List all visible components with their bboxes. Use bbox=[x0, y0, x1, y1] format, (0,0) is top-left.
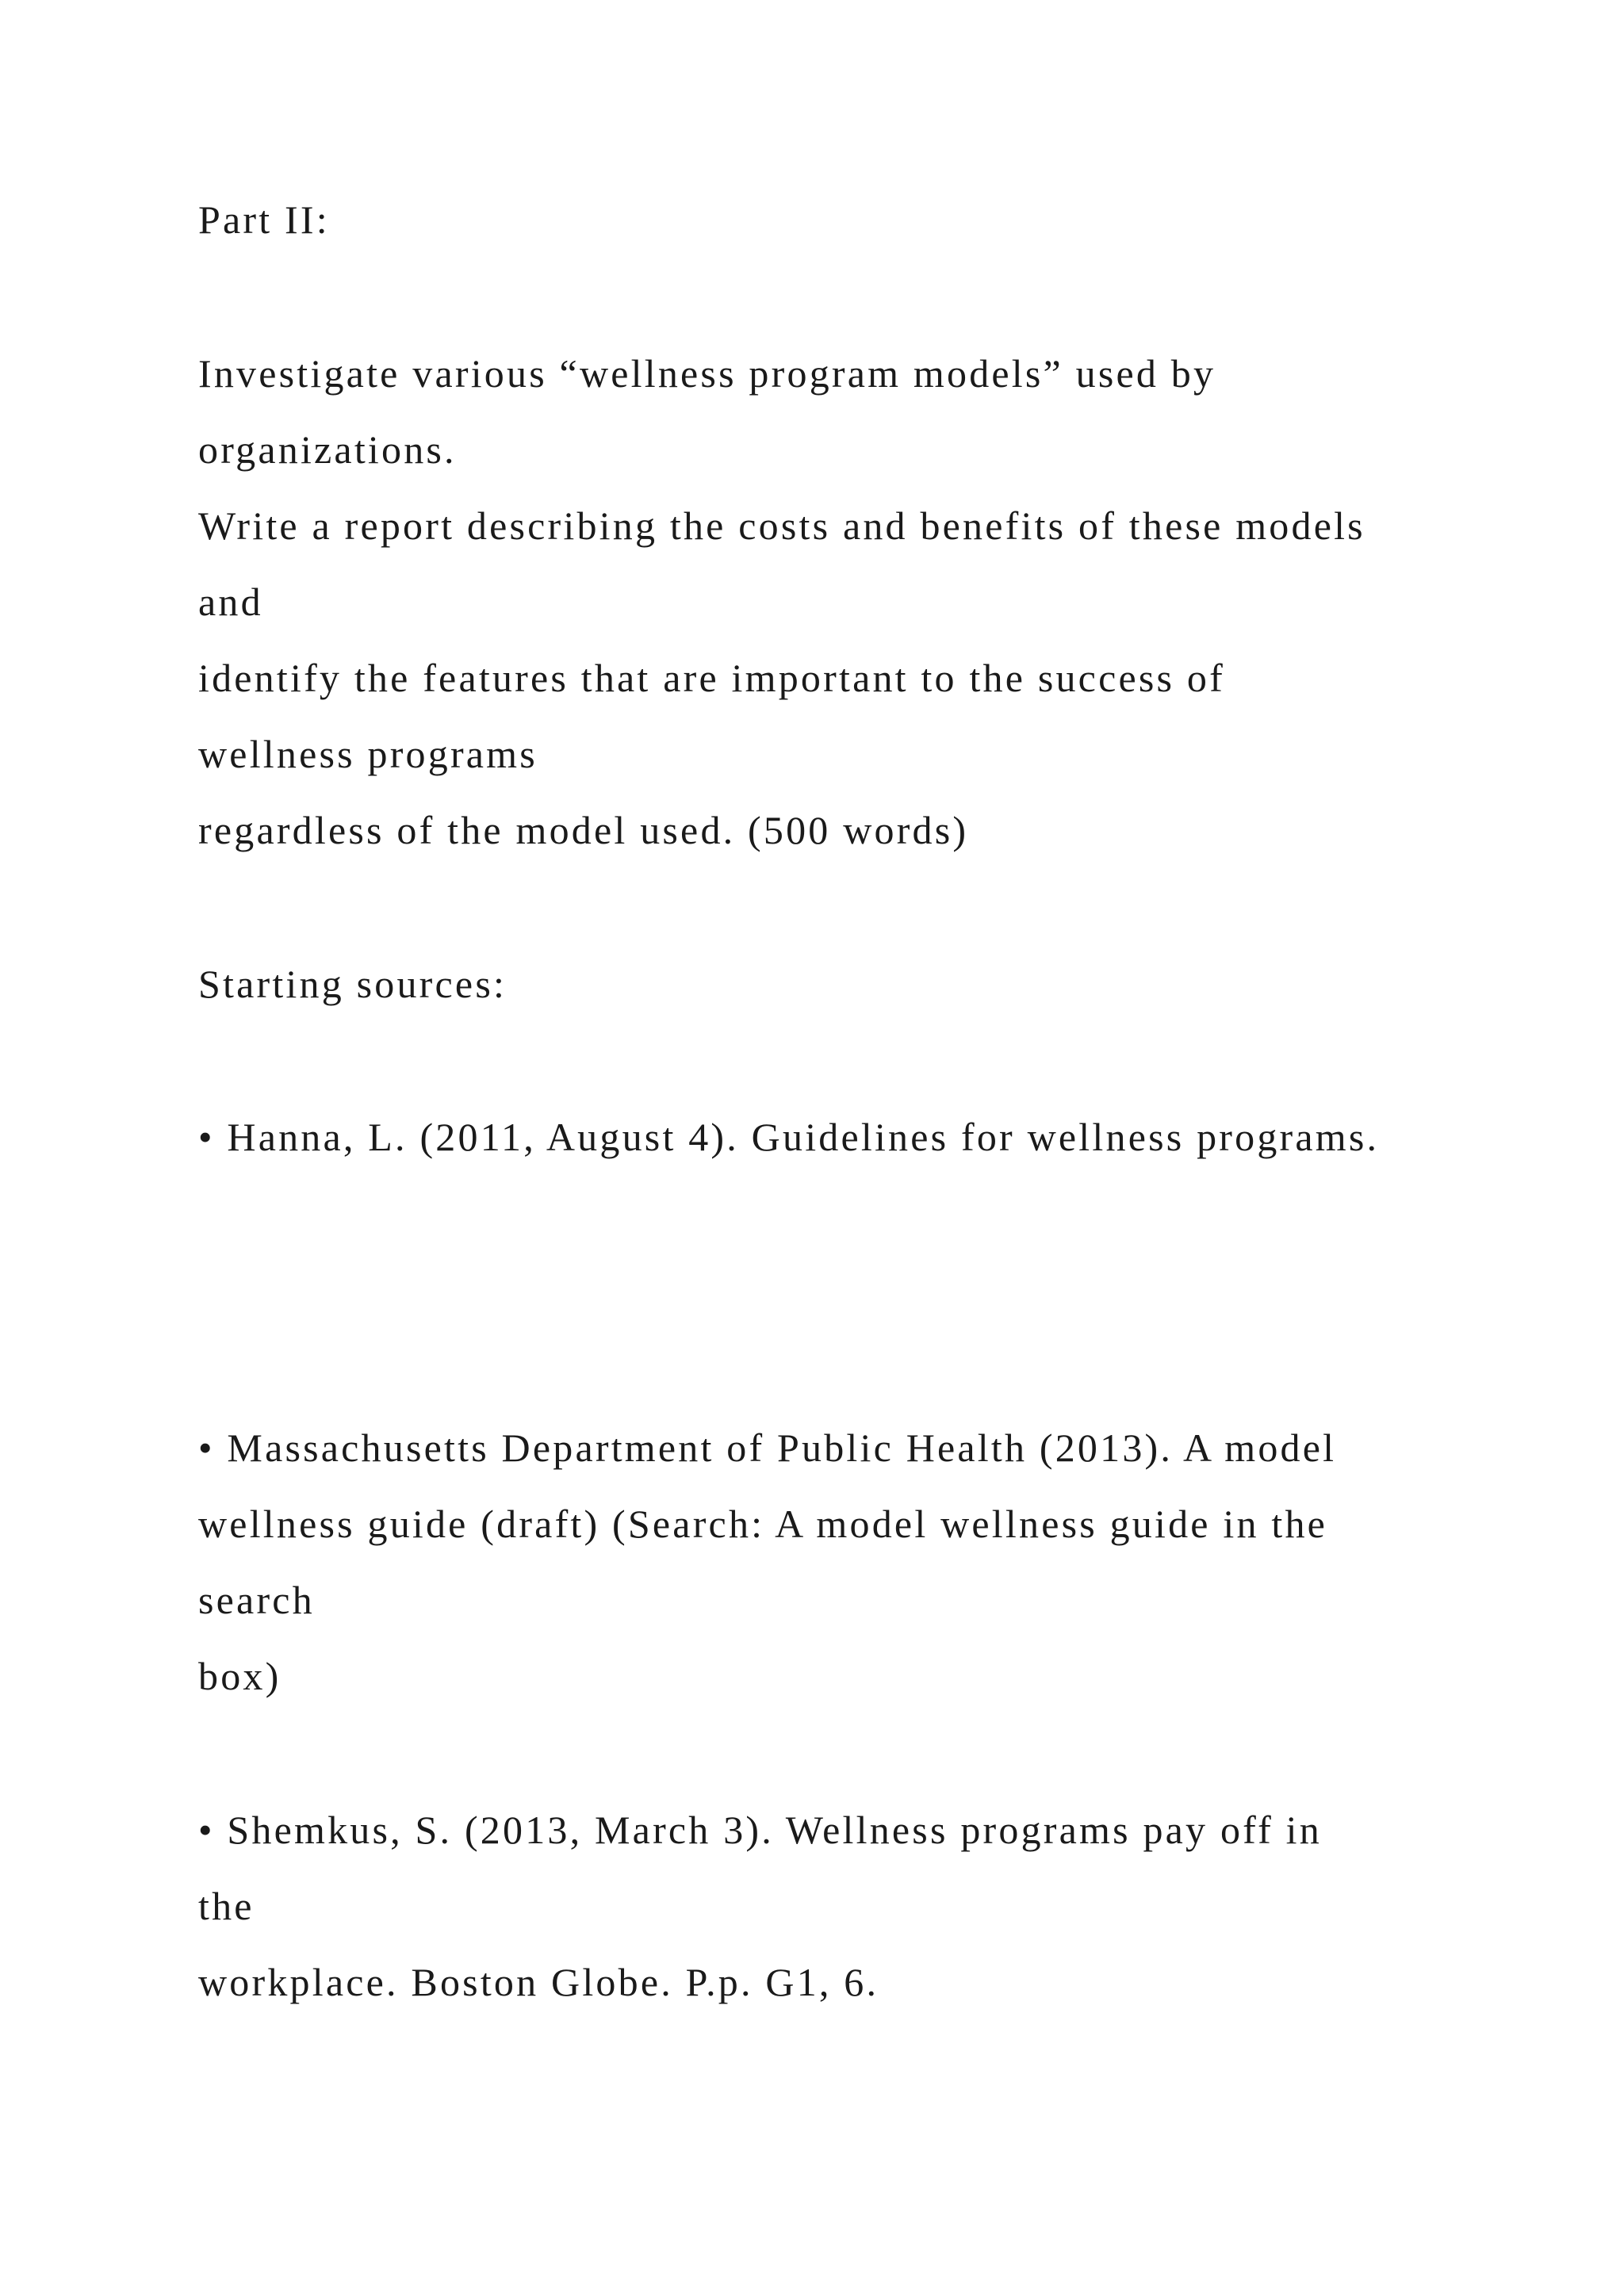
source-entry-shemkus: • Shemkus, S. (2013, March 3). Wellness programs pay off in bbox=[198, 1808, 1322, 1852]
source-entry-hanna: • Hanna, L. (2011, August 4). Guidelines for wellness programs. bbox=[198, 1115, 1380, 1159]
prompt-line: identify the features that are important to the success of bbox=[198, 656, 1225, 700]
prompt-line: Write a report describing the costs and benefits of these models bbox=[198, 503, 1365, 548]
source-entry-shemkus-cont: the bbox=[198, 1884, 255, 1928]
prompt-line: Investigate various “wellness program models” used by bbox=[198, 351, 1216, 396]
prompt-line: wellness programs bbox=[198, 732, 538, 776]
source-entry-massachusetts-cont: wellness guide (draft) (Search: A model wellness guide in the bbox=[198, 1502, 1328, 1546]
prompt-line: organizations. bbox=[198, 427, 457, 472]
sources-heading: Starting sources: bbox=[198, 962, 508, 1006]
prompt-line: and bbox=[198, 580, 263, 624]
section-heading: Part II: bbox=[198, 197, 330, 242]
source-entry-massachusetts-cont: search bbox=[198, 1578, 315, 1622]
source-entry-massachusetts-cont: box) bbox=[198, 1654, 282, 1698]
source-entry-shemkus-cont: workplace. Boston Globe. P.p. G1, 6. bbox=[198, 1960, 879, 2004]
source-entry-massachusetts: • Massachusetts Department of Public Health (2013). A model bbox=[198, 1425, 1337, 1470]
prompt-line: regardless of the model used. (500 words) bbox=[198, 808, 969, 852]
